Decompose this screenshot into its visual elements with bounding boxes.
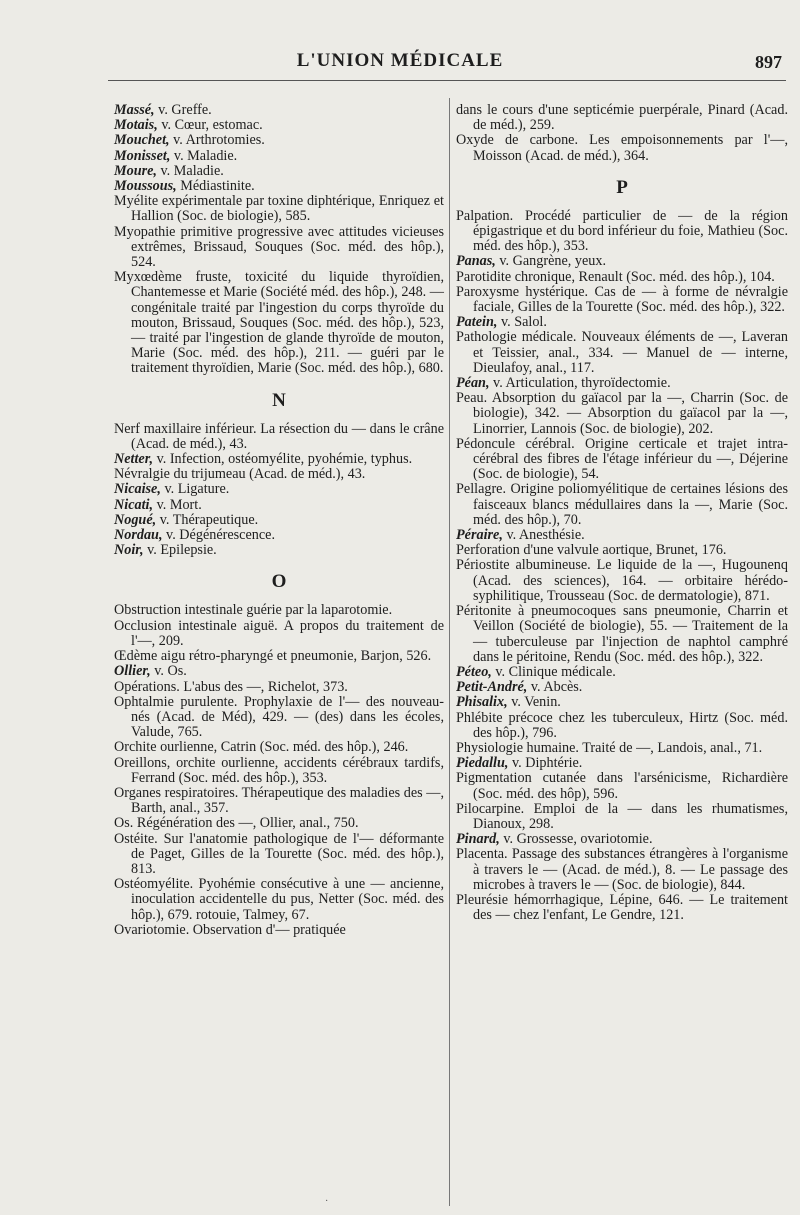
index-entry [114,482,444,497]
entry-author: Phisalix, [456,694,508,711]
index-entry [456,771,788,801]
entry-author: Péraire, [456,527,503,544]
index-entry [114,194,444,224]
index-entry [114,695,444,741]
entry-text: Pigmentation cutanée dans l'arsénicisme, Richardière (Soc. méd. des hôp), 596. [456,770,788,802]
index-entry [456,133,788,163]
entry-text: Physiologie humaine. Traité de —, Landois, anal., 71. [456,739,763,756]
index-entry [456,209,788,255]
index-entry [456,756,788,771]
index-entry [114,816,444,831]
entry-text: Ostéite. Sur l'anatomie pathologique de l'— déformante de Paget, Gilles de la Tourette (Soc. méd. des hôp.), 813. [114,830,444,877]
entry-text: Pilocarpine. Emploi de la — dans les rhumatismes, Dianoux, 298. [456,800,788,832]
index-entry [114,133,444,148]
entry-text: Œdème aigu rétro-pharyngé et pneumonie, Barjon, 526. [114,648,432,665]
index-entry [456,103,788,133]
entry-text: Névralgie du trijumeau (Acad. de méd.), 43. [114,466,366,483]
index-entry [114,786,444,816]
entry-author: Moure, [114,162,157,179]
index-entry [114,756,444,786]
index-entry [456,391,788,437]
index-entry [114,832,444,878]
entry-text: v. Grossesse, ovariotomie. [499,831,653,848]
entry-text: Myopathie primitive progressive avec attitudes vicieuses extrêmes, Brissaud, Souques (Soc. méd. des hôp.), 524. [114,223,444,271]
entry-author: Ollier, [114,663,151,680]
page-header [0,50,800,84]
index-entry [114,452,444,467]
index-entry [456,285,788,315]
entry-text: v. Thérapeutique. [156,511,259,528]
entry-author: Patein, [456,314,498,331]
entry-text: Occlusion intestinale aiguë. A propos du traitement de l'—, 209. [114,617,444,649]
entry-text: Palpation. Procédé particulier de — de la région épigastrique et du bord inférieur du foie, Mathieu (Soc. méd. des hôp.), 353. [456,207,788,255]
entry-text: Nerf maxillaire inférieur. La résection du — dans le crâne (Acad. de méd.), 43. [114,420,444,452]
entry-text: Péritonite à pneumocoques sans pneumonie, Charrin et Veillon (Société de biologie), 55. — Traitement de la — tuberculeuse par l'injection de naphtol camphré dans le péritoine, Rendu (Soc. méd. des hôp.), 322. [456,603,788,665]
entry-text: Pleurésie hémorrhagique, Lépine, 646. — Le traitement des — chez l'enfant, Le Gendre, 121. [456,891,788,924]
index-entry [114,149,444,164]
index-entry [114,740,444,755]
entry-text: v. Diphtérie. [508,755,583,772]
entry-text: v. Abcès. [527,679,583,696]
entry-text: Phlébite précoce chez les tuberculeux, Hirtz (Soc. méd. des hôp.), 796. [456,709,788,741]
entry-text: v. Epilepsie. [143,542,217,559]
index-entry [114,680,444,695]
entry-text: Os. Régénération des —, Ollier, anal., 750. [114,815,359,832]
entry-author: Piedallu, [456,755,509,772]
index-entry [114,649,444,664]
entry-text: v. Venin. [507,694,561,711]
index-entry [456,315,788,330]
entry-text: v. Dégénérescence. [162,527,276,544]
entry-text: v. Arthrotomies. [169,132,265,149]
entry-author: Massé, [114,102,155,118]
entry-author: Mouchet, [114,132,170,149]
index-entry [456,847,788,893]
index-entry [114,877,444,923]
entry-text: Ophtalmie purulente. Prophylaxie de l'— des nouveau-nés (Acad. de Méd), 429. — (des) dans les écoles, Valude, 765. [114,693,444,741]
index-entry [456,558,788,604]
index-entry [456,711,788,741]
index-entry [114,528,444,543]
index-entry [456,270,788,285]
index-entry [456,604,788,665]
entry-text: v. Maladie. [170,147,238,164]
index-entry [114,543,444,558]
entries-p [456,209,788,924]
entry-text: v. Ligature. [160,481,230,498]
entry-text: Peau. Absorption du gaïacol par la —, Charrin (Soc. de biologie), 342. — Absorption du gaïacol par la —, Linorrier, Lannois (Soc. de biologie), 202. [456,390,788,437]
index-entry [456,893,788,923]
index-entry [114,498,444,513]
entry-text: v. Anesthésie. [502,527,585,544]
entry-author: Pinard, [456,831,500,848]
entry-text: Parotidite chronique, Renault (Soc. méd. des hôp.), 104. [456,268,775,285]
entries-m [114,103,444,377]
footer-mark: · [325,1196,329,1207]
entry-author: Netter, [114,451,154,468]
left-column [114,103,444,938]
column-divider [449,98,450,1206]
entry-text: dans le cours d'une septicémie puerpérale, Pinard (Acad. de méd.), 259. [456,102,788,134]
index-entry [456,665,788,680]
entry-author: Moussous, [114,178,177,195]
entries-o [114,603,444,937]
entry-text: Myxœdème fruste, toxicité du liquide thyroïdien, Chantemesse et Marie (Société méd. des hôp.), 248. — congénitale traité par l'ingestion du corps thyroïde du mouton, Brissaud, Souques (Soc. méd. des hôp.), 523, — traité par l'ingestion de glande thyroïde de mouton, Marie (Soc. méd. des hôp.), 211. — guéri par le traitement thyroïdien, Marie (Soc. méd. des hôp.), 680. [114,269,444,377]
entry-text: v. Maladie. [156,162,224,179]
entry-author: Monisset, [114,147,171,164]
index-entry [114,603,444,618]
entry-text: Myélite expérimentale par toxine diphtérique, Enriquez et Hallion (Soc. de biologie), 585. [114,193,444,225]
entry-text: Placenta. Passage des substances étrangères à l'organisme à travers le — (Acad. de méd.), 8. — Le passage des microbes à travers le — (Soc. de biologie), 844. [456,846,788,893]
index-entry [456,680,788,695]
index-entry [114,179,444,194]
index-entry [114,923,444,938]
index-entry [114,103,444,118]
index-entry [114,467,444,482]
index-entry [114,513,444,528]
index-entry [456,437,788,483]
index-entry [456,482,788,528]
right-column [456,103,788,923]
section-letter-o: O [271,571,287,593]
index-entry [114,422,444,452]
entries-o-continued [456,103,788,164]
entry-author: Nicati, [114,496,154,513]
entry-text: v. Gangrène, yeux. [495,253,606,270]
section-letter-p: P [616,176,628,198]
entries-n [114,422,444,559]
entry-author: Péteo, [456,663,492,680]
index-entry [114,270,444,376]
entry-text: v. Articulation, thyroïdectomie. [489,375,671,392]
entry-text: v. Mort. [153,496,202,513]
index-entry [114,619,444,649]
index-entry [114,164,444,179]
index-entry [114,664,444,679]
entry-author: Panas, [456,253,496,270]
entry-author: Nicaise, [114,481,161,498]
index-entry [456,528,788,543]
entry-author: Nogué, [114,511,157,528]
entry-text: v. Os. [150,663,187,680]
entry-author: Motais, [114,117,158,134]
entry-text: Médiastinite. [176,178,255,195]
entry-text: Ovariotomie. Observation d'— pratiquée [114,921,346,938]
entry-text: v. Greffe. [154,102,212,118]
entry-text: v. Salol. [497,314,547,331]
entry-text: Pellagre. Origine poliomyélitique de certaines lésions des faisceaux blancs médullaires dans la —, Marie (Soc. méd. des hôp.), 70. [456,481,788,528]
entry-author: Péan, [456,375,490,392]
entry-text: Opérations. L'abus des —, Richelot, 373. [114,678,348,695]
entry-author: Nordau, [114,527,163,544]
entry-text: v. Infection, ostéomyélite, pyohémie, typhus. [153,451,413,468]
index-entry [456,330,788,376]
index-entry [456,802,788,832]
index-entry [456,254,788,269]
entry-author: Petit-André, [456,679,528,696]
header-rule [108,80,786,81]
index-entry [456,832,788,847]
entry-text: Organes respiratoires. Thérapeutique des maladies des —, Barth, anal., 357. [114,784,444,817]
entry-text: Pédoncule cérébral. Origine certicale et trajet intra-cérébral des fibres de l'étage inférieur du —, Déjerine (Soc. de biologie), 54. [456,435,788,483]
entry-text: v. Cœur, estomac. [157,117,263,134]
entry-text: Paroxysme hystérique. Cas de — à forme de névralgie faciale, Gilles de la Tourette (Soc. méd. des hôp.), 322. [456,283,788,316]
index-entry [456,543,788,558]
section-letter-n: N [272,389,286,411]
entry-text: Obstruction intestinale guérie par la laparotomie. [114,602,393,619]
index-entry [114,118,444,133]
page-number: 897 [755,52,782,72]
index-entry [456,695,788,710]
entry-text: Perforation d'une valvule aortique, Brunet, 176. [456,542,727,559]
index-entry [456,376,788,391]
entry-text: v. Clinique médicale. [491,663,616,680]
entry-text: Pathologie médicale. Nouveaux éléments de —, Laveran et Teissier, anal., 334. — Manuel de — interne, Dieulafoy, anal., 117. [456,329,788,376]
entry-text: Oreillons, orchite ourlienne, accidents cérébraux tardifs, Ferrand (Soc. méd. des hôp.), 353. [114,754,444,786]
running-title: L'UNION MÉDICALE [296,50,504,71]
index-entry [456,741,788,756]
entry-author: Noir, [114,542,144,559]
entry-text: Orchite ourlienne, Catrin (Soc. méd. des hôp.), 246. [114,739,409,756]
index-entry [114,225,444,271]
entry-text: Périostite albumineuse. Le liquide de la —, Hugounenq (Acad. des sciences), 164. — orbitaire hérédo-syphilitique, Trousseau (Soc. de dermatologie), 871. [456,557,788,604]
entry-text: Ostéomyélite. Pyohémie consécutive à une — ancienne, inoculation accidentelle du pus, Netter (Soc. méd. des hôp.), 679. rotouie, Talmey, 67. [114,876,444,923]
entry-text: Oxyde de carbone. Les empoisonnements par l'—, Moisson (Acad. de méd.), 364. [456,132,788,164]
